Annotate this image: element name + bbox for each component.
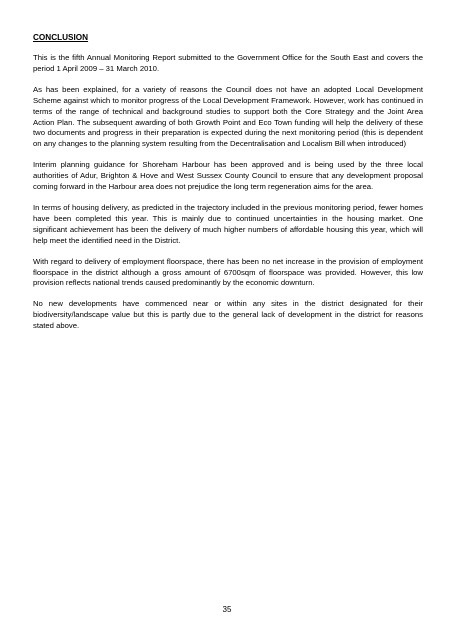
paragraph-shoreham-harbour: Interim planning guidance for Shoreham Harbour has been approved and is being used by the three local authorities of Adur, Brighton & Hove and West Sussex County Council to ensure that any development proposal coming forward in the Harbour area does not prejudice the long term regeneration aims for the area. — [33, 160, 423, 192]
paragraph-report-period: This is the fifth Annual Monitoring Report submitted to the Government Office for the South East and covers the period 1 April 2009 – 31 March 2010. — [33, 53, 423, 73]
paragraph-employment-floorspace: With regard to delivery of employment floorspace, there has been no net increase in the provision of employment floorspace in the district although a gross amount of 6700sqm of floorspace was provided. However, this low provision reflects national trends caused predominantly by the economic downturn. — [33, 256, 423, 288]
document-page — [33, 32, 423, 342]
page-number: 35 — [222, 605, 232, 614]
paragraph-biodiversity: No new developments have commenced near or within any sites in the district designated for their biodiversity/landscape value but this is partly due to the general lack of development in the district for reasons stated above. — [33, 299, 423, 331]
paragraph-development-scheme: As has been explained, for a variety of reasons the Council does not have an adopted Local Development Scheme against which to monitor progress of the Local Development Framework. However, work has continued in terms of the range of technical and background studies to support both the Core Strategy and the Joint Area Action Plan. The subsequent awarding of both Growth Point and Eco Town funding will help the delivery of these two documents and progress in their preparation is expected during the next monitoring period (this is dependent on any changes to the planning system resulting from the Decentralisation and Localism Bill when introduced) — [33, 84, 423, 149]
section-heading: CONCLUSION — [33, 33, 89, 42]
paragraph-housing-delivery: In terms of housing delivery, as predicted in the trajectory included in the previous monitoring period, fewer homes have been completed this year. This is mainly due to continued uncertainties in the housing market. One significant achievement has been the delivery of much higher numbers of affordable housing this year, which will help meet the identified need in the District. — [33, 202, 423, 245]
